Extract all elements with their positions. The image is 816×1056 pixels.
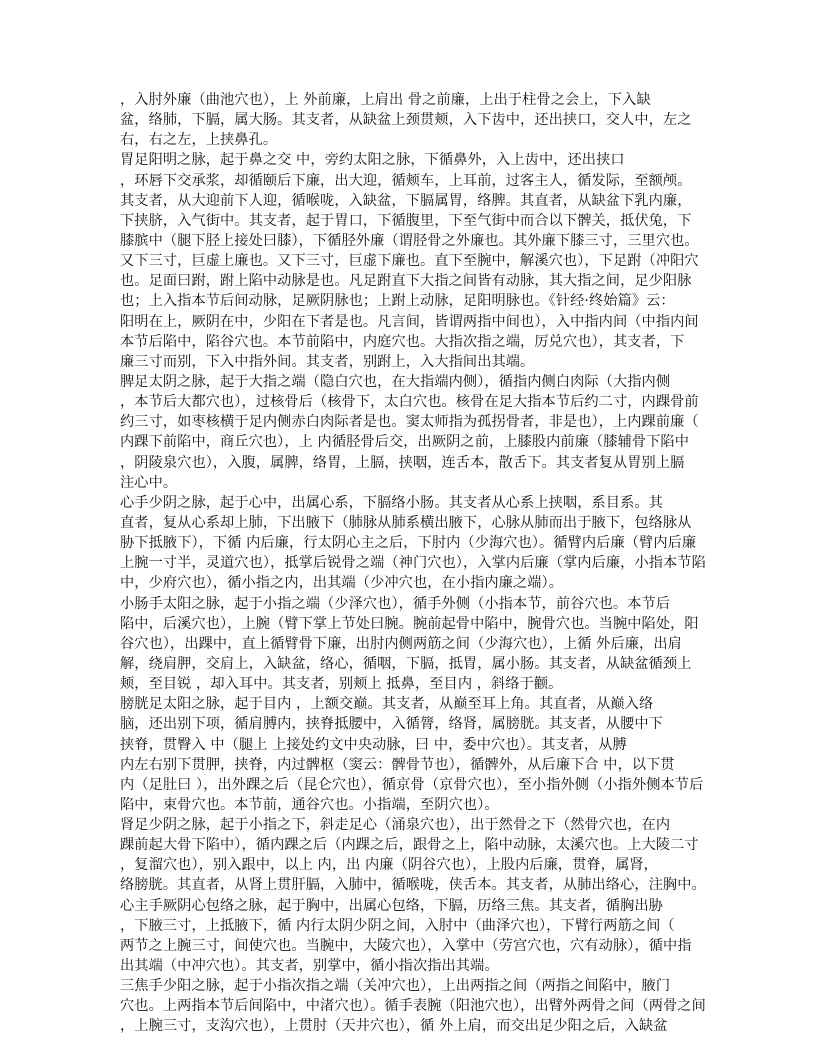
text-line: ，入肘外廉（曲池穴也），上 外前廉，上肩出 骨之前廉，上出于柱骨之会上，下入缺 <box>120 92 651 108</box>
text-line: 约三寸，如枣核横于足内侧赤白肉际者是也。窦太师指为孤拐骨者，非是也），上内踝前廉（ <box>120 414 699 431</box>
text-line: 也；上入指本节后间动脉，足厥阴脉也；上跗上动脉，足阳明脉也。《针经·终始篇》云： <box>120 293 675 310</box>
text-line: 络膀胱。其直者，从肾上贯肝膈，入肺中，循喉咙，侠舌本。其支者，从肺出络心，注胸中。 <box>120 877 706 894</box>
text-line: ，本节后大都穴也），过核骨后（核骨下，太白穴也。核骨在足大指本节后约二寸，内踝骨前 <box>120 394 699 411</box>
text-line: ，环唇下交承浆，却循颐后下廉，出大迎，循颊车，上耳前，过客主人，循发际，至额颅。 <box>120 172 692 189</box>
text-line: 陷中，束骨穴也。本节前，通谷穴也。小指端，至阴穴也）。 <box>120 796 499 813</box>
text-line: ，复溜穴也），别入跟中，以上 内，出 内廉（阴谷穴也），上股内后廉，贯脊，属肾， <box>120 857 658 874</box>
text-line: ，上腕三寸，支沟穴也），上贯肘（天井穴也），循 外上肩，而交出足少阳之后，入缺盆 <box>120 1018 668 1035</box>
text-line: 胃足阳明之脉，起于鼻之交 中，旁约太阳之脉，下循鼻外，入上齿中，还出挟口 <box>120 152 625 169</box>
text-line: 谷穴也），出踝中，直上循臂骨下廉，出肘内侧两筋之间（少海穴也），上循 外后廉，出肩 <box>120 635 682 652</box>
text-line: 脾足太阴之脉，起于大指之端（隐白穴也，在大指端内侧），循指内侧白肉际（大指内侧 <box>120 373 671 390</box>
text-line: 内左右别下贯胛，挟脊，内过髀枢（窦云：髀骨节也），循髀外，从后廉下合 中，以下贯 <box>120 756 675 773</box>
text-line: 穴也。上两指本节后间陷中，中渚穴也）。循手表腕（阳池穴也），出臂外两骨之间（两骨之间 <box>120 998 706 1015</box>
text-line: 内踝下前陷中，商丘穴也），上 内循胫骨后交，出厥阴之前，上膝股内前廉（膝辅骨下陷中 <box>120 434 690 451</box>
text-line: 中，少府穴也），循小指之内，出其端（少冲穴也，在小指内廉之端）。 <box>120 575 564 592</box>
text-line: 小肠手太阳之脉，起于小指之端（少泽穴也），循手外侧（小指本节，前谷穴也。本节后 <box>120 595 671 612</box>
text-line: 三焦手少阳之脉，起于小指次指之端（关冲穴也），上出两指之间（两指之间陷中，腋门 <box>120 978 671 995</box>
text-line: 心主手厥阴心包络之脉，起于胸中，出属心包络，下膈，历络三焦。其支者，循胸出胁 <box>120 897 663 914</box>
text-line: 也。足面曰跗，跗上陷中动脉是也。凡足跗直下大指之间皆有动脉，其大指之间，足少阳脉 <box>120 273 692 290</box>
text-line: 出其端（中冲穴也）。其支者，别掌中，循小指次指出其端。 <box>120 958 499 975</box>
document-body <box>120 90 720 1037</box>
text-line: 直者，复从心系却上肺，下出腋下（肺脉从肺系横出腋下，心脉从肺而出于腋下，包络脉从 <box>120 514 692 531</box>
text-line: 两节之上腕三寸，间使穴也。当腕中，大陵穴也），入掌中（劳宫穴也，穴有动脉），循中指 <box>120 937 692 954</box>
text-line: 解，绕肩胛，交肩上，入缺盆，络心，循咽，下膈，抵胃，属小肠。其支者，从缺盆循颈上 <box>120 655 692 672</box>
text-line: 膝膑中（腿下胫上接处曰膝），下循胫外廉（谓胫骨之外廉也。其外廉下膝三寸，三里穴也。 <box>120 232 699 249</box>
text-line: 下挟脐，入气街中。其支者，起于胃口，下循腹里，下至气街中而合以下髀关，抵伏兔，下 <box>120 212 692 229</box>
text-line: 右，右之左，上挟鼻孔。 <box>120 132 278 149</box>
text-line: 本节后陷中，陷谷穴也。本节前陷中，内庭穴也。大指次指之端，厉兑穴也），其支者，下 <box>120 333 685 350</box>
text-line: 内（足肚曰 ），出外踝之后（昆仑穴也），循京骨（京骨穴也），至小指外侧（小指外侧本节后 <box>120 776 704 793</box>
text-line: 廉三寸而别，下入中指外间。其支者，别跗上，入大指间出其端。 <box>120 353 535 370</box>
text-line: 陷中，后溪穴也），上腕（臂下掌上节处曰腕。腕前起骨中陷中，腕骨穴也。当腕中陷处，阳 <box>120 615 699 632</box>
text-line: 颊，至目锐 ，却入耳中。其支者，别颊上 抵鼻，至目内 ，斜络于颧。 <box>120 676 563 693</box>
text-line: 脑，还出别下项，循肩膊内，挟脊抵腰中，入循膂，络肾，属膀胱。其支者，从腰中下 <box>120 716 663 733</box>
text-line: 注心中。 <box>120 474 178 491</box>
text-line: 膀胱足太阳之脉，起于目内 ，上额交巅。其支者，从巅至耳上角。其直者，从巅入络 <box>120 696 654 713</box>
text-line: 胁下抵腋下），下循 内后廉，行太阴心主之后，下肘内（少海穴也）。循臂内后廉（臂内后廉 <box>120 535 697 552</box>
text-line: 挟脊，贯臀入 中（腿上 上接处约文中央动脉，曰 中，委中穴也）。其支者，从膊 <box>120 736 627 753</box>
text-line: 肾足少阴之脉，起于小指之下，斜走足心（涌泉穴也），出于然骨之下（然骨穴也，在内 <box>120 817 671 834</box>
text-line: 盆，络肺，下膈，属大肠。其支者，从缺盆上颈贯颊，入下齿中，还出挟口，交人中，左之 <box>120 112 692 129</box>
text-line: 又下三寸，巨虚上廉也。又下三寸，巨虚下廉也。直下至腕中，解溪穴也），下足跗（冲阳穴 <box>120 253 699 270</box>
text-line: 心手少阴之脉，起于心中，出属心系，下膈络小肠。其支者从心系上挟咽，系目系。其 <box>120 494 663 511</box>
text-line: 阳明在上，厥阴在中，少阳在下者是也。凡言间，皆谓两指中间也），入中指内间（中指内间 <box>120 313 699 330</box>
text-line: 上腕一寸半，灵道穴也），抵掌后锐骨之端（神门穴也），入掌内后廉（掌内后廉，小指本节陷 <box>120 555 706 572</box>
text-line: 踝前起大骨下陷中），循内踝之后（内踝之后，跟骨之上，陷中动脉，太溪穴也。上大陵二寸 <box>120 837 699 854</box>
text-line: 其支者，从大迎前下人迎，循喉咙，入缺盆，下膈属胃，络脾。其直者，从缺盆下乳内廉， <box>120 192 692 209</box>
text-line: ，下腋三寸，上抵腋下，循 内行太阴少阴之间，入肘中（曲泽穴也），下臂行两筋之间（ <box>120 917 675 934</box>
text-line: ，阴陵泉穴也），入腹，属脾，络胃，上膈，挟咽，连舌本，散舌下。其支者复从胃别上膈 <box>120 454 685 471</box>
